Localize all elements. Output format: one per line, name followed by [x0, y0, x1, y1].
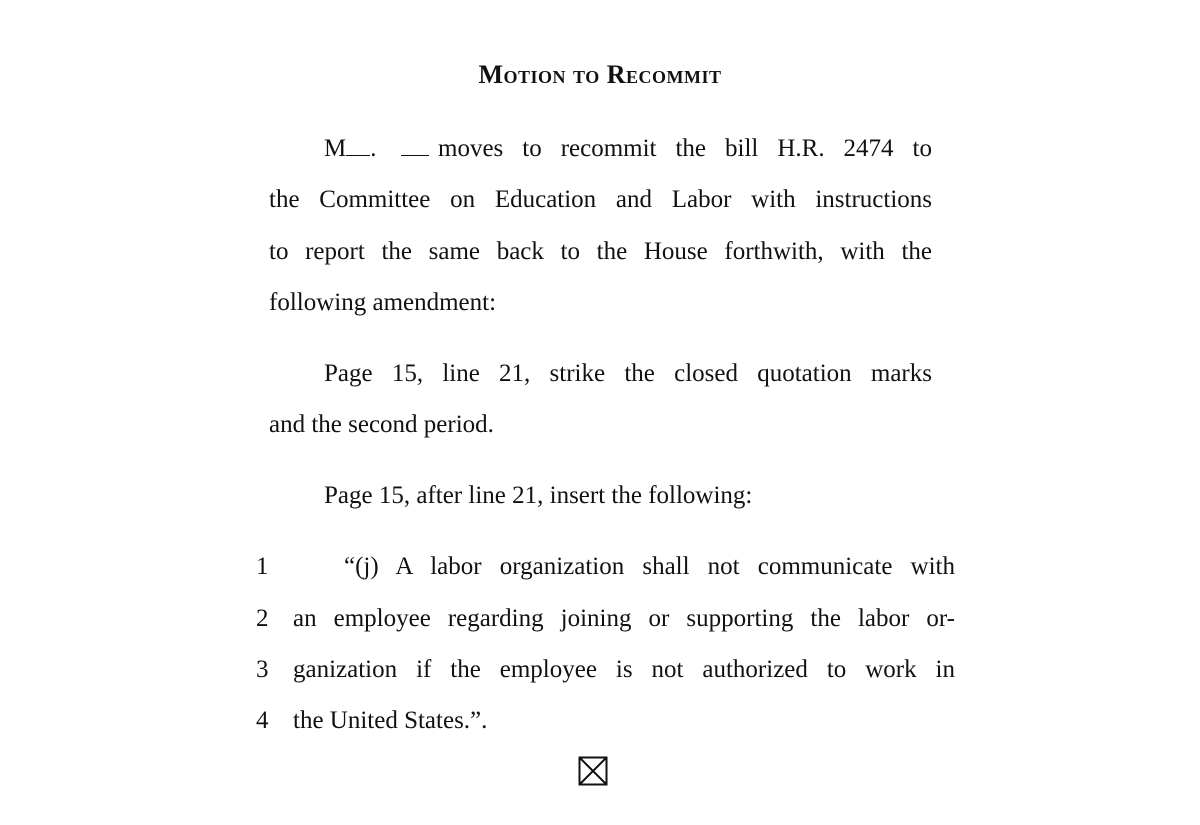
inserted-line-1: “(j) A labor organization shall not communicate with [344, 553, 955, 580]
line-number: 4 [256, 707, 269, 734]
line-number: 2 [256, 605, 269, 632]
instruction-1-line-1: Page 15, line 21, strike the closed quotation marks [324, 360, 932, 387]
document-title: Motion to Recommit [478, 60, 722, 89]
intro-text-line-3: to report the same back to the House forthwith, with the [269, 238, 932, 265]
member-state-blank [401, 135, 429, 156]
intro-text-line-4: following amendment: [269, 289, 497, 316]
line-number: 3 [256, 656, 269, 683]
inserted-line-4: the United States.”. [293, 707, 488, 734]
member-prefix: M [324, 135, 347, 162]
member-name-blank [346, 135, 370, 156]
intro-text-line-2: the Committee on Education and Labor with instructions [269, 186, 932, 213]
instruction-1-line-2: and the second period. [269, 411, 494, 438]
intro-text-line-1: moves to recommit the bill H.R. 2474 to [438, 135, 932, 162]
line-number: 1 [256, 553, 269, 580]
boxed-x-icon [578, 756, 608, 786]
member-period: . [370, 135, 377, 162]
inserted-line-3: ganization if the employee is not authorized to work in [293, 656, 955, 683]
instruction-2-line-1: Page 15, after line 21, insert the following: [324, 482, 753, 509]
inserted-line-2: an employee regarding joining or supporting the labor or- [293, 605, 955, 632]
